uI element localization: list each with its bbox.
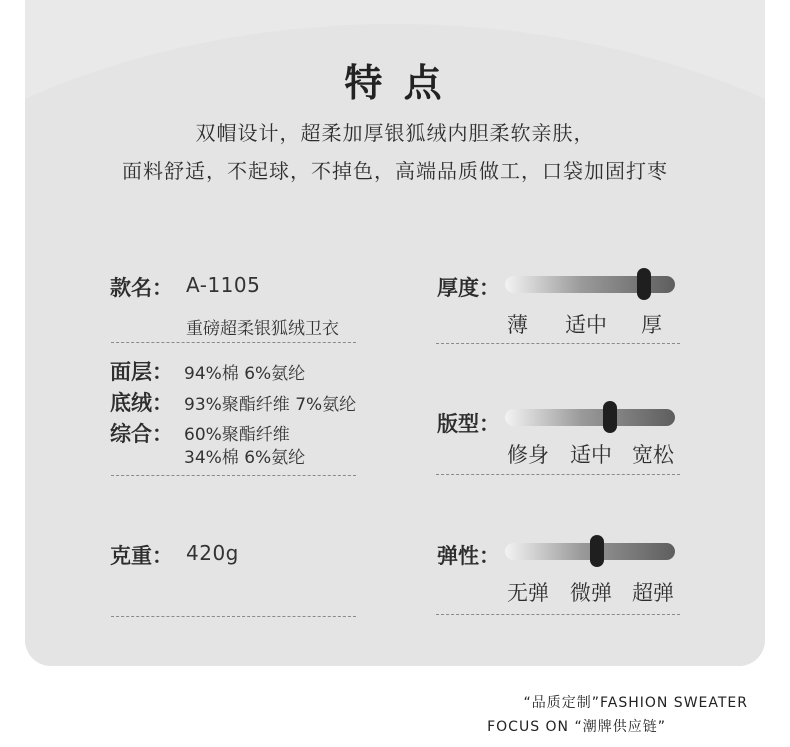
thickness-scale-low: 薄 bbox=[507, 313, 528, 337]
thickness-scale-high: 厚 bbox=[641, 313, 662, 337]
overall-value-2: 34%棉 6%氨纶 bbox=[184, 448, 306, 468]
divider bbox=[111, 616, 356, 617]
footer-slogan-line-1: “品质定制”FASHION SWEATER bbox=[523, 695, 748, 711]
description-line-1: 双帽设计，超柔加厚银狐绒内胆柔软亲肤， bbox=[195, 121, 595, 145]
lining-value: 93%聚酯纤维 7%氨纶 bbox=[184, 395, 357, 415]
elasticity-slider-track bbox=[505, 543, 675, 560]
fit-slider-knob bbox=[603, 401, 617, 433]
thickness-slider-knob bbox=[637, 268, 651, 300]
divider bbox=[436, 614, 680, 615]
footer-slogan-line-2: FOCUS ON “潮牌供应链” bbox=[487, 719, 666, 735]
overall-value-1: 60%聚酯纤维 bbox=[184, 425, 290, 445]
weight-label: 克重： bbox=[110, 544, 173, 568]
surface-label: 面层： bbox=[110, 360, 173, 384]
fit-slider-track bbox=[505, 409, 675, 426]
divider bbox=[436, 343, 680, 344]
divider bbox=[111, 342, 356, 343]
fit-scale-mid: 适中 bbox=[570, 443, 612, 467]
overall-label: 综合： bbox=[110, 422, 173, 446]
elasticity-scale-low: 无弹 bbox=[507, 581, 549, 605]
surface-value: 94%棉 6%氨纶 bbox=[184, 364, 306, 384]
fit-scale-high: 宽松 bbox=[632, 443, 674, 467]
thickness-slider-track bbox=[505, 276, 675, 293]
elasticity-scale-mid: 微弹 bbox=[570, 581, 612, 605]
thickness-scale-mid: 适中 bbox=[565, 313, 607, 337]
thickness-label: 厚度： bbox=[437, 276, 500, 300]
divider bbox=[436, 474, 680, 475]
section-title: 特 点 bbox=[344, 61, 446, 105]
elasticity-label: 弹性： bbox=[437, 544, 500, 568]
model-name: 重磅超柔银狐绒卫衣 bbox=[186, 319, 339, 339]
lining-label: 底绒： bbox=[110, 391, 173, 415]
elasticity-scale-high: 超弹 bbox=[632, 581, 674, 605]
description-line-2: 面料舒适，不起球，不掉色，高端品质做工，口袋加固打枣 bbox=[122, 159, 668, 183]
model-label: 款名： bbox=[110, 276, 173, 300]
fit-scale-low: 修身 bbox=[507, 443, 549, 467]
fit-label: 版型： bbox=[437, 412, 500, 436]
elasticity-slider-knob bbox=[590, 535, 604, 567]
model-value: A-1105 bbox=[186, 273, 261, 297]
divider bbox=[111, 475, 356, 476]
weight-value: 420g bbox=[186, 541, 239, 565]
